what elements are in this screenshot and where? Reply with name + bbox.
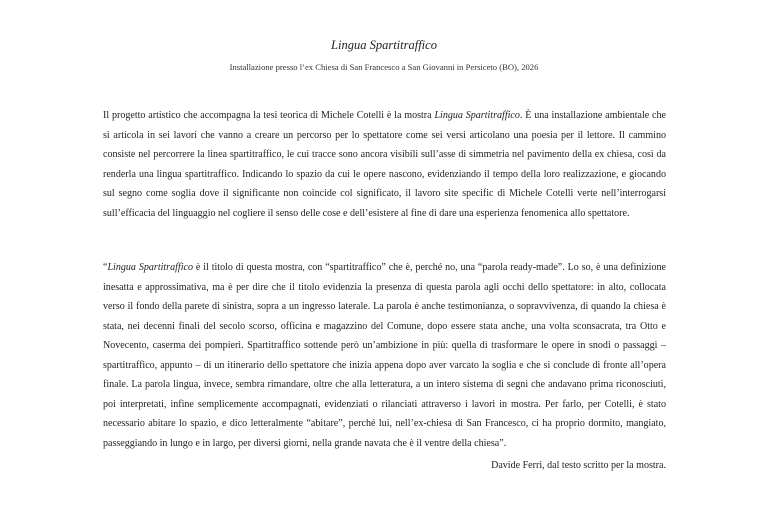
- document-title: Lingua Spartitraffico: [331, 38, 437, 52]
- paragraph-1-text-a: Il progetto artistico che accompagna la tesi teorica di Michele Cotelli è la mostra: [103, 110, 435, 121]
- paragraph-2-italic-title: Lingua Spartitraffico: [107, 262, 193, 273]
- paragraph-2-text: è il titolo di questa mostra, con “spartitraffico” che è, perché no, una “parola ready-made”. Lo so, è una definizione inesatta e approssimativa, ma è per dire che il titolo evidenzia la presenza di questa parola agli occhi dello spettatore: in alto, collocata verso il fondo della parete di sinistra, sopra a un ingresso laterale. La parola è anche testimonianza, o sopravvivenza, di quando la chiesa è stata, nei decenni finali del secolo scorso, officina e magazzino del Comune, dopo essere stata anche, una volta sconsacrata, tra Otto e Novecento, caserma dei pompieri. Spartitraffico sottende però un’ambizione in più: quella di trasformare le opere in snodi o passaggi – spartitraffico, appunto – di un itinerario dello spettatore che inizia appena dopo aver varcato la soglia e che si conclude di fronte all’opera finale. La parola lingua, invece, sembra rimandare, oltre che alla letteratura, a un intero sistema di segni che andavano prima riconosciuti, poi interpretati, infine semplicemente accompagnati, evidenziati o rilanciati attraverso i lavori in mostra. Per farlo, per Cotelli, è stato necessario abitare lo spazio, e dico letteralmente “abitare”, perché lui, nell’ex-chiesa di San Francesco, ci ha proprio dormito, mangiato, passeggiando in lungo e in largo, per diversi giorni, nella grande navata che è il ventre della chiesa”.: [103, 262, 666, 449]
- paragraph-1-italic-title: Lingua Spartitraffico: [434, 110, 520, 121]
- paragraph-1-text-b: . È una installazione ambientale che si articola in sei lavori che vanno a creare un percorso per lo spettatore come sei versi articolano una poesia per il lettore. Il cammino consiste nel percorrere la linea spartitraffico, le cui tracce sono ancora visibili sull’asse di simmetria nel pavimento della ex chiesa, così da renderla una lingua spartitraffico. Indicando lo spazio da cui le opere nascono, evidenziando il tempo della loro realizzazione, e giocando sul segno come soglia dove il significante non coincide col significato, il lavoro site specific di Michele Cotelli verte nell’interrogarsi sull’efficacia del linguaggio nel cogliere il senso delle cose e dell’esistere al fine di dare una esperienza fenomenica allo spettatore.: [103, 110, 666, 219]
- document-subtitle: Installazione presso l’ex Chiesa di San Francesco a San Giovanni in Persiceto (BO), 2026: [229, 62, 539, 72]
- paragraph-1: [103, 106, 666, 223]
- signature-line: Davide Ferri, dal testo scritto per la mostra.: [491, 460, 666, 471]
- paragraph-2: [103, 258, 666, 453]
- paragraph-2-open-quote: “: [103, 262, 108, 273]
